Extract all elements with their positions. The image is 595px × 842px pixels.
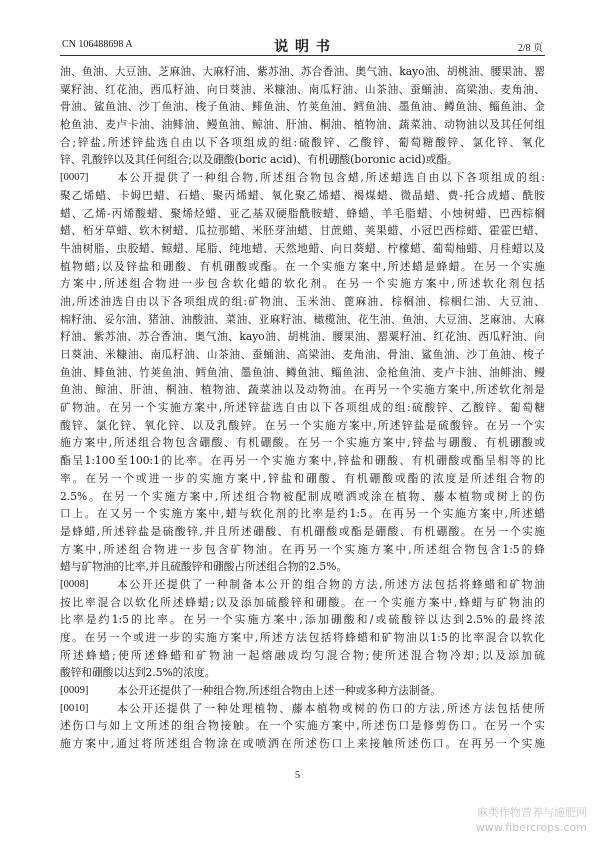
paragraph-first-line — [60, 576, 545, 594]
text-line: 蜡、乙烯-丙烯酸蜡、聚烯烃蜡、亚乙基双硬脂酰胺蜡、蜂蜡、羊毛脂蜡、小烛树蜡、巴西棕榈 — [60, 206, 545, 220]
watermark-url: www.fibercrops.com — [475, 821, 587, 834]
paragraph-number: [0007] — [60, 171, 89, 184]
paragraph-0007 — [60, 169, 545, 576]
text-line: 植物蜡;以及锌盐和硼酸、有机硼酸或酯。在一个实施方案中,所述蜡是蜂蜡。在另一个实施 — [60, 259, 545, 273]
text-line: 聚乙烯蜡、卡姆巴蜡、石蜡、聚丙烯蜡、氧化聚乙烯蜡、褐煤蜡、微晶蜡、费-托合成蜡、酰胺 — [60, 188, 545, 202]
paragraph-continuation — [60, 63, 545, 169]
text-line: 矿物油。在另一个实施方案中,所述锌盐选自由以下各项组成的组:硫酸锌、乙酸锌、葡萄糖 — [60, 401, 545, 415]
text-line: 鱼油、鲱鱼油、竹荚鱼油、鳕鱼油、墨鱼油、鳟鱼油、鲻鱼油、金枪鱼油、麦卢卡油、油鲱油、鳗 — [60, 365, 545, 379]
paragraph-first-line — [60, 700, 545, 718]
watermark — [476, 805, 587, 835]
header-divider — [60, 55, 545, 56]
text-line: 本公开还提供了一种制备本公开的组合物的方法,所述方法包括将蜂蜡和矿物油 — [117, 577, 545, 591]
paragraph-first-line — [60, 169, 545, 187]
text-line: 酸锌和硼酸以达到2.5%的浓度。 — [60, 666, 216, 680]
text-line: 油、鱼油、大豆油、芝麻油、大麻籽油、紫苏油、苏合香油、奥气油、kayo油、胡桃油、腰果油、罂 — [60, 65, 545, 78]
document-body — [60, 63, 545, 753]
text-line: 按比率混合以软化所述蜂蜡;以及添加硫酸锌和硼酸。在一个实施方案中,蜂蜡与矿物油的 — [60, 595, 545, 609]
text-line: 方案中,所述组合物进一步包含矿物油。在再另一个实施方案中,所述组合物包含1:5的蜂 — [60, 542, 545, 556]
text-line: 粟籽油、红花油、西瓜籽油、向日葵油、米糠油、南瓜籽油、山茶油、蚕蛹油、高梁油、麦角油、 — [60, 82, 545, 96]
text-line: 所述蜂蜡;使所述蜂蜡和矿物油一起熔融成均匀混合物;使所述混合物冷却;以及添加硫 — [60, 648, 545, 662]
paragraph-number: [0010] — [60, 701, 89, 714]
text-line: 蜡与矿物油的比率,并且硫酸锌和硼酸占所述组合物的2.5%。 — [60, 560, 348, 574]
paragraph-first-line — [60, 682, 545, 700]
paragraph-0008 — [60, 576, 545, 682]
text-line: 比率是约1:5的比率。在另一个实施方案中,添加硼酸和/或硫酸锌以达到2.5%的最终浓 — [60, 613, 545, 627]
text-line: 酯呈1:100至100:1的比率。在再另一个实施方案中,锌盐和硼酸、有机硼酸或酯呈相等的比 — [60, 454, 545, 468]
watermark-site-name: 麻类作物营养与施肥网 — [477, 806, 587, 819]
text-line: 口上。在又另一个实施方案中,蜡与软化剂的比率是约1:5。在再另一个实施方案中,所述蜡 — [60, 507, 545, 521]
text-line: 率。在另一个或进一步的实施方案中,锌盐和硼酸、有机硼酸或酯的浓度是所述组合物的 — [60, 471, 545, 485]
text-line: 蜡、栢牙草蜡、软木树蜡、瓜拉那蜡、米胚芽油蜡、甘蔗蜡、荚果蜡、小冠巴西棕蜡、霍霍巴蜡、 — [60, 224, 545, 238]
text-line: 骨油、鲨鱼油、沙丁鱼油、梭子鱼油、鲱鱼油、竹荚鱼油、鳕鱼油、墨鱼油、鳟鱼油、鲻鱼油、金 — [60, 100, 545, 114]
text-line: 本公开提供了一种组合物,所述组合物包含蜡,所述蜡选自由以下各项组成的组: — [117, 171, 545, 185]
paragraph-0010 — [60, 700, 545, 753]
text-line: 度。在另一个或进一步的实施方案中,所述方法包括将蜂蜡和矿物油以1:5的比率混合以软化 — [60, 631, 545, 644]
text-line: 本公开还提供了一种处理植物、藤本植物或树的伤口的方法,所述方法包括使所 — [117, 701, 545, 715]
text-line: 2.5%。在另一个实施方案中,所述组合物被配制成喷洒或涂在植物、藤本植物或树上的伤 — [60, 489, 545, 503]
text-line: 酸锌、氯化锌、氧化锌、以及乳酸锌。在另一个实施方案中,所述锌盐是硫酸锌。在另一个实 — [60, 418, 545, 432]
page-count: 2/8 页 — [517, 43, 543, 54]
text-line: 鱼油、鲸油、肝油、桐油、植物油、蔬菜油以及动物油。在再另一个实施方案中,所述软化剂是 — [60, 383, 545, 397]
text-line: 牛油树脂、虫胶蜡、鲸蜡、尾脂、纯地蜡、天然地蜡、向日葵蜡、柠檬蜡、葡萄柚蜡、月桂蜡以及 — [60, 241, 545, 255]
page-number: 5 — [294, 770, 301, 781]
text-line: 施方案中,所述组合物包含硼酸、有机硼酸。在另一个实施方案中,锌盐与硼酸、有机硼酸或 — [60, 436, 545, 450]
text-line: 枪鱼油、麦卢卡油、油鲱油、鳗鱼油、鲸油、肝油、桐油、植物油、蔬菜油、动物油以及其任何组 — [60, 118, 545, 132]
document-section-title: 说 明 书 — [274, 39, 331, 55]
text-line: 棉籽油、妥尔油、猪油、油酸油、菜油、亚麻籽油、橄榄油、花生油、鱼油、大豆油、芝麻油、大麻 — [60, 312, 545, 326]
text-line: 锌、乳酸锌以及其任何组合;以及硼酸(boric acid)、有机硼酸(boronic acid)或酯。 — [60, 153, 458, 167]
text-line: 是蜂蜡,所述锌盐是硫酸锌,并且所述硼酸、有机硼酸或酯是硼酸、有机硼酸。在另一个实施 — [60, 524, 545, 538]
text-line: 籽油、紫苏油、苏合香油、奥气油、kayo油、胡桃油、腰果油、罂粟籽油、红花油、西瓜籽油、向 — [60, 330, 545, 344]
paragraph-number: [0008] — [60, 577, 89, 590]
page-header — [60, 36, 545, 54]
text-line: 合;锌盐,所述锌盐选自由以下各项组成的组:硫酸锌、乙酸锌、葡萄糖酸锌、氯化锌、氧化 — [60, 135, 545, 149]
text-line: 方案中,所述组合物进一步包含软化蜡的软化剂。在另一个实施方案中,所述软化剂包括 — [60, 277, 545, 291]
paragraph-0009 — [60, 682, 545, 700]
text-line: 述伤口与如上文所述的组合物接触。在一个实施方案中,所述伤口是修剪伤口。在另一个实 — [60, 719, 545, 733]
text-line: 本公开还提供了一种组合物,所述组合物由上述一种或多种方法制备。 — [117, 684, 442, 698]
text-line: 施方案中,通过将所述组合物涂在或喷洒在所述伤口上来接触所述伤口。在再另一个实施 — [60, 737, 545, 751]
paragraph-number: [0009] — [60, 684, 89, 697]
document-number: CN 106488698 A — [62, 39, 133, 50]
text-line: 日葵油、米糠油、南瓜籽油、山茶油、蚕蛹油、高梁油、麦角油、骨油、鲨鱼油、沙丁鱼油、梭子 — [60, 348, 545, 361]
text-line: 油,所述油选自由以下各项组成的组:矿物油、玉米油、蓖麻油、棕榈油、棕榈仁油、大豆油、 — [60, 294, 545, 308]
